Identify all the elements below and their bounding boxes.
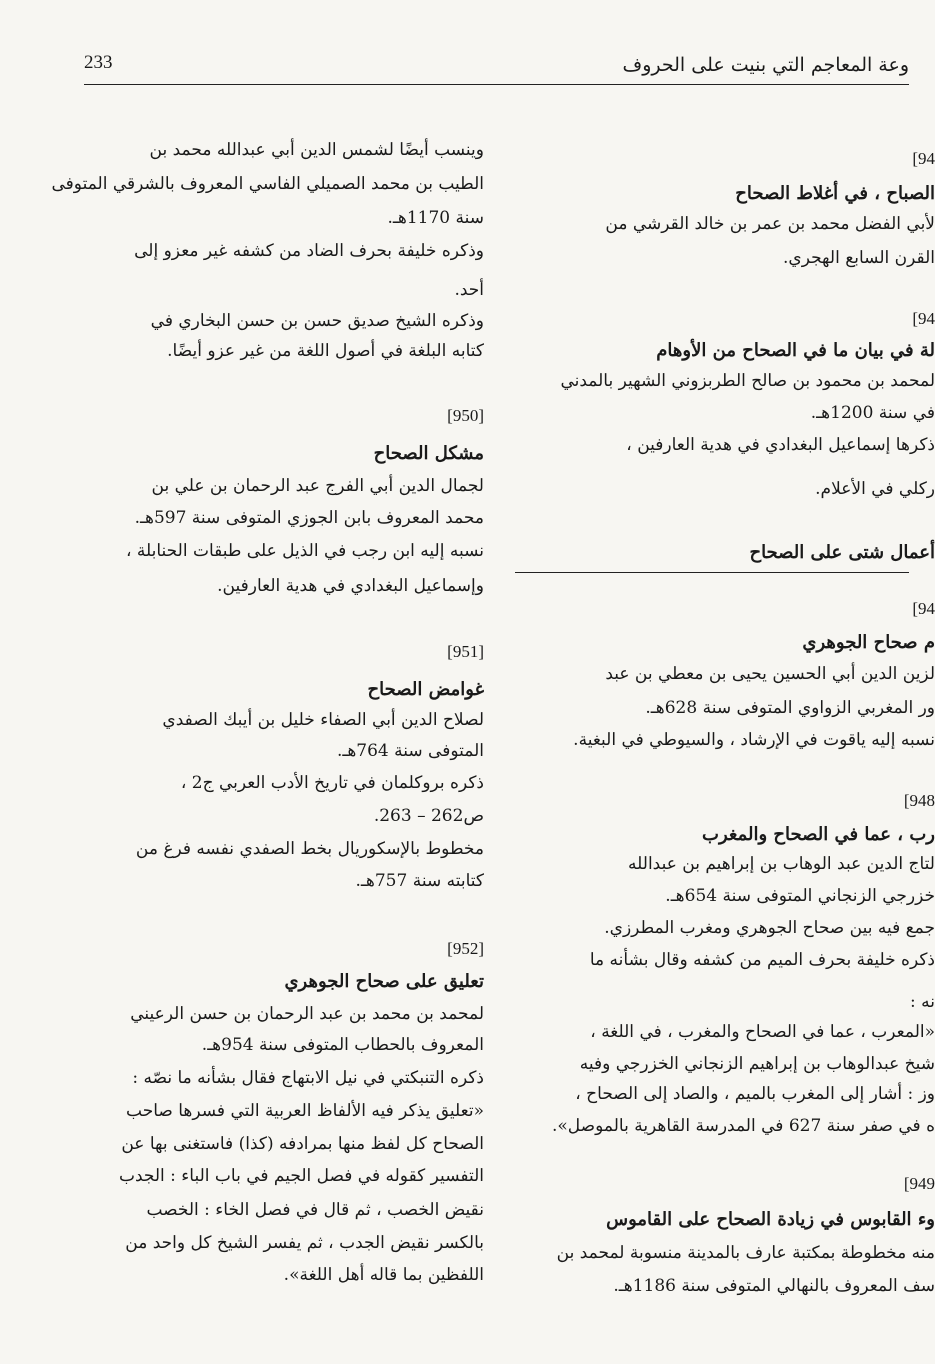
entry-number: [94 (912, 309, 935, 328)
text-line: ركلي في الأعلام. (815, 479, 935, 499)
section-rule (515, 572, 909, 573)
text-line: المتوفى سنة 764هـ. (336, 741, 484, 761)
text-line: ذكره بروكلمان في تاريخ الأدب العربي ج2 ، (180, 773, 484, 793)
text-line: «المعرب ، عما في الصحاح والمغرب ، في اللغة ، (590, 1022, 935, 1042)
entry-number: [949 (903, 1174, 935, 1193)
text-line: ه في صفر سنة 627 في المدرسة القاهرية بالموصل». (551, 1116, 935, 1136)
text-line: اللفظين بما قاله أهل اللغة». (283, 1265, 484, 1285)
text-line: شيخ عبدالوهاب بن إبراهيم الزنجاني الخزرجي وفيه (579, 1054, 935, 1074)
text-line: وذكره خليفة بحرف الضاد من كشفه غير معزو إلى (134, 241, 484, 261)
page-number: 233 (84, 52, 113, 73)
text-line: لصلاح الدين أبي الصفاء خليل بن أيبك الصفدي (162, 710, 484, 730)
entry-title: م صحاح الجوهري (802, 632, 935, 653)
text-line: لمحمد بن محمد بن عبد الرحمان بن حسن الرعيني (130, 1004, 484, 1024)
text-line: نقيض الخصب ، ثم قال في فصل الخاء : الخصب (146, 1200, 484, 1220)
text-line: المعروف بالحطاب المتوفى سنة 954هـ. (201, 1035, 484, 1055)
text-line: «تعليق يذكر فيه الألفاظ العربية التي فسرها صاحب (126, 1101, 484, 1121)
text-line: منه مخطوطة بمكتبة عارف بالمدينة منسوبة لمحمد بن (556, 1243, 935, 1263)
text-line: مخطوط بالإسكوريال بخط الصفدي نفسه فرغ من (135, 839, 484, 859)
text-line: نسبه إليه ياقوت في الإرشاد ، والسيوطي في البغية. (573, 730, 935, 750)
entry-number: [948 (903, 791, 935, 810)
text-line: ص262 – 263. (373, 806, 484, 826)
text-line: لزين الدين أبي الحسين يحيى بن معطي بن عبد (605, 664, 935, 684)
entry-title: رب ، عما في الصحاح والمغرب (702, 824, 935, 845)
header-rule (84, 84, 909, 85)
entry-number: [94 (912, 149, 935, 168)
text-line: لمحمد بن محمود بن صالح الطربزوني الشهير بالمدني (560, 371, 935, 391)
text-line: كتابته سنة 757هـ. (355, 871, 484, 891)
text-line: ور المغربي الزواوي المتوفى سنة 628هـ. (645, 698, 935, 718)
text-line: سنة 1170هـ. (387, 208, 484, 228)
entry-title: أعمال شتى على الصحاح (749, 542, 935, 563)
text-line: كتابه البلغة في أصول اللغة من غير عزو أيضًا. (167, 341, 484, 361)
entry-number: [952] (447, 939, 484, 958)
entry-number: [94 (912, 599, 935, 618)
text-line: ذكره التنبكتي في نيل الابتهاج فقال بشأنه ما نصّه : (132, 1068, 484, 1088)
text-line: الطيب بن محمد الصميلي الفاسي المعروف بالشرقي المتوفى (51, 174, 484, 194)
text-line: نه : (910, 992, 935, 1012)
entry-title: غوامض الصحاح (367, 679, 484, 700)
entry-number: [951] (447, 642, 484, 661)
text-line: سف المعروف بالنهالي المتوفى سنة 1186هـ. (613, 1276, 935, 1296)
text-line: جمع فيه بين صحاح الجوهري ومغرب المطرزي. (604, 918, 935, 938)
text-line: خزرجي الزنجاني المتوفى سنة 654هـ. (665, 886, 935, 906)
text-line: أحد. (454, 280, 484, 300)
text-line: التفسير كقوله في فصل الجيم في باب الباء : الجدب (118, 1166, 484, 1186)
text-line: وذكره الشيخ صديق حسن بن حسن البخاري في (150, 311, 484, 331)
entry-title: مشكل الصحاح (373, 443, 484, 464)
entry-number: [950] (447, 406, 484, 425)
text-line: وينسب أيضًا لشمس الدين أبي عبدالله محمد بن (149, 140, 484, 160)
text-line: ذكرها إسماعيل البغدادي في هدية العارفين ، (626, 435, 935, 455)
text-line: وز : أشار إلى المغرب بالميم ، والصاد إلى الصحاح ، (575, 1084, 935, 1104)
running-header: وعة المعاجم التي بنيت على الحروف (622, 54, 909, 76)
text-line: محمد المعروف بابن الجوزي المتوفى سنة 597هـ. (134, 508, 484, 528)
text-line: لتاج الدين عبد الوهاب بن إبراهيم بن عبدالله (628, 854, 935, 874)
entry-title: وء القابوس في زيادة الصحاح على القاموس (606, 1209, 935, 1230)
text-line: بالكسر نقيض الجدب ، ثم يفسر الشيخ كل واحد من (125, 1233, 484, 1253)
entry-title: الصباح ، في أغلاط الصحاح (735, 183, 935, 204)
text-line: لجمال الدين أبي الفرج عبد الرحمان بن علي بن (151, 476, 484, 496)
text-line: الصحاح كل لفظ منها بمرادفه (كذا) فاستغنى بها عن (121, 1134, 484, 1154)
text-line: نسبه إليه ابن رجب في الذيل على طبقات الحنابلة ، (126, 541, 484, 561)
entry-title: تعليق على صحاح الجوهري (284, 971, 484, 992)
text-line: لأبي الفضل محمد بن عمر بن خالد القرشي من (605, 214, 935, 234)
text-line: وإسماعيل البغدادي في هدية العارفين. (217, 576, 484, 596)
text-line: القرن السابع الهجري. (782, 248, 935, 268)
text-line: ذكره خليفة بحرف الميم من كشفه وقال بشأنه ما (589, 950, 935, 970)
entry-title: لة في بيان ما في الصحاح من الأوهام (656, 340, 935, 361)
text-line: في سنة 1200هـ. (810, 403, 935, 423)
